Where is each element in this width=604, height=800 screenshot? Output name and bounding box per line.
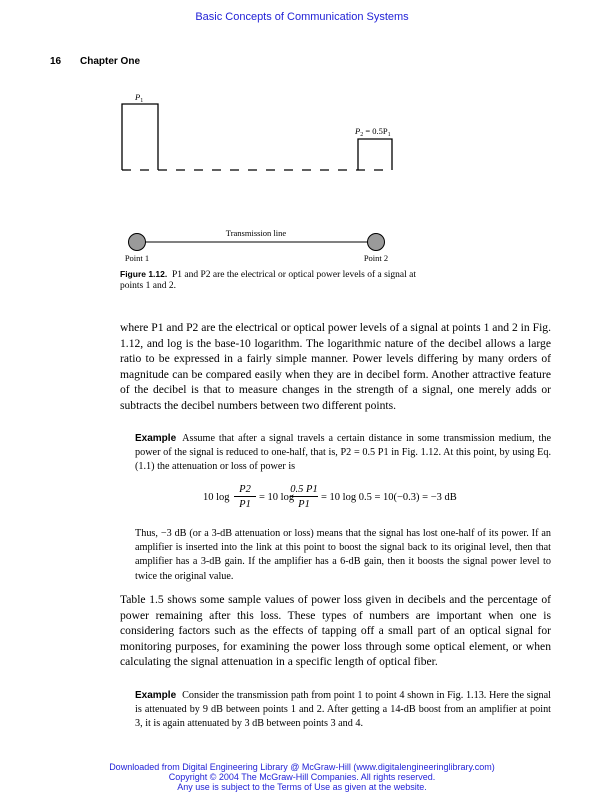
point-1-node	[129, 234, 146, 251]
example-1-text: Assume that after a signal travels a certain distance in some transmission medium, the power of the signal is reduced to one-half, that is, P2 = 0.5 P1 in Fig. 1.12. At this point, by using Eq. (1.1) the attenuation or loss of power is	[135, 433, 551, 473]
caption-number: Figure 1.12.	[120, 269, 168, 279]
pulse-p2	[358, 139, 392, 170]
eq-num-1: P2	[234, 484, 256, 497]
figure-1-12	[0, 0, 604, 270]
example-2	[135, 689, 551, 732]
figure-caption	[120, 269, 420, 292]
chapter-title: Chapter One	[80, 56, 141, 67]
paragraph-2: Table 1.5 shows some sample values of power loss given in decibels and the percentage of power remaining after this loss. These types of numbers are important when one is considering factors such as the effects of tapping off a small part of an optical signal for monitoring purposes, for examining the power loss through some optical element, or when calculating the signal attenuation in a specific length of optical fiber.	[120, 593, 551, 668]
eq-den-2: P1	[298, 499, 310, 510]
equation	[203, 484, 503, 516]
eq-term-2: = 10 log	[259, 492, 295, 503]
pulse-p1	[122, 104, 158, 170]
example-1-label: Example	[135, 433, 177, 444]
footer	[0, 762, 604, 792]
example-1-continued: Thus, −3 dB (or a 3-dB attenuation or loss) means that the signal has lost one-half of its power. If an amplifier is inserted into the link at this point to boost the signal back to its original level, then that amplifier has a 3-dB gain. If the amplifier has a 6-dB gain, then it boosts the signal power level to twice the original value.	[135, 528, 551, 582]
point-1-label: Point 1	[124, 253, 150, 263]
label-p1: $P_1$	[135, 92, 144, 104]
footer-line-1[interactable]: Downloaded from Digital Engineering Library @ McGraw-Hill (www.digitalengineeringlibrary.com)	[109, 762, 495, 772]
point-2-label: Point 2	[363, 253, 389, 263]
eq-num-2: 0.5 P1	[290, 484, 318, 495]
eq-term-1: 10 log	[203, 492, 230, 503]
example-1	[135, 432, 551, 475]
running-header[interactable]: Basic Concepts of Communication Systems	[195, 11, 409, 23]
point-2-node	[368, 234, 385, 251]
example-2-label: Example	[135, 690, 177, 701]
caption-text: P1 and P2 are the electrical or optical power levels of a signal at points 1 and 2.	[120, 270, 417, 291]
footer-line-3[interactable]: Any use is subject to the Terms of Use as given at the website.	[177, 782, 427, 792]
paragraph-1: where P1 and P2 are the electrical or optical power levels of a signal at points 1 and 2 in Fig. 1.12, and log is the base-10 logarithm. The logarithmic nature of the decibel allows a large ratio to be expressed in a fairly simple manner. Power levels differing by many orders of magnitude can be compared easily when they are in decibel form. Another attractive feature of the decibel is that to measure changes in the strength of a signal, one merely adds or subtracts the decibel numbers between two different points.	[120, 321, 551, 412]
label-p2: $P_2 = 0.5P_1$	[355, 126, 391, 138]
eq-den-1: P1	[239, 499, 251, 510]
eq-term-3: = 10 log 0.5 = 10(−0.3) = −3 dB	[321, 492, 457, 503]
footer-line-2: Copyright © 2004 The McGraw-Hill Companies. All rights reserved.	[168, 772, 436, 782]
example-2-text: Consider the transmission path from point 1 to point 4 shown in Fig. 1.13. Here the signal is attenuated by 9 dB between points 1 and 2. After getting a 14-dB boost from an amplifier at point 3, it is again attenuated by 3 dB between points 3 and 4.	[135, 690, 551, 730]
transmission-line-label: Transmission line	[225, 228, 287, 238]
page-number: 16	[50, 56, 62, 67]
